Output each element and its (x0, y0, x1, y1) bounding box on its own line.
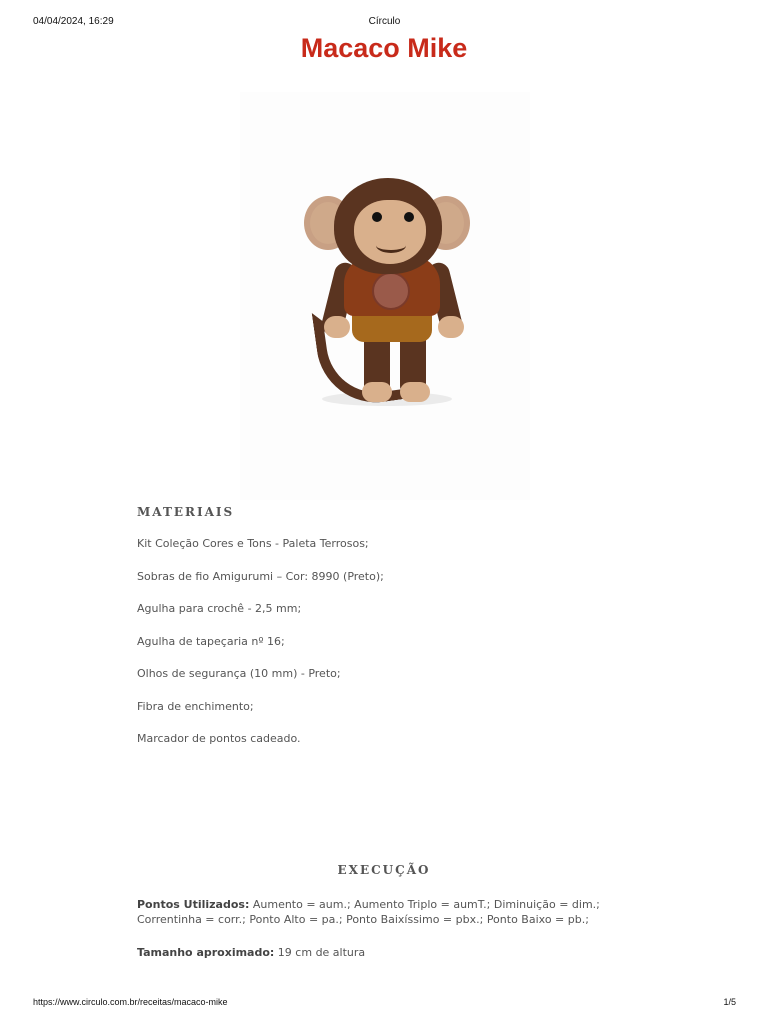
print-date: 04/04/2024, 16:29 (33, 16, 114, 27)
monkey-amigurumi-photo (240, 92, 530, 500)
list-item: Olhos de segurança (10 mm) - Preto; (137, 667, 341, 680)
monkey-left-eye (372, 212, 382, 222)
monkey-left-foot (362, 382, 392, 402)
list-item: Marcador de pontos cadeado. (137, 732, 301, 745)
monkey-mouth (376, 238, 406, 253)
tamanho-text: 19 cm de altura (274, 946, 366, 959)
print-footer (33, 997, 736, 1011)
materials-section (137, 505, 657, 765)
list-item: Agulha para crochê - 2,5 mm; (137, 602, 302, 615)
monkey-shirt-badge (372, 272, 410, 310)
monkey-face (354, 200, 426, 264)
materials-list (137, 537, 657, 765)
monkey-left-hand (324, 316, 350, 338)
monkey-right-foot (400, 382, 430, 402)
list-item: Fibra de enchimento; (137, 699, 254, 713)
tamanho-paragraph (137, 945, 631, 960)
list-item: Sobras de fio Amigurumi – Cor: 8990 (Preto); (137, 569, 384, 583)
list-item: Agulha de tapeçaria nº 16; (137, 634, 285, 648)
monkey-right-hand (438, 316, 464, 338)
pontos-label: Pontos Utilizados: (137, 898, 250, 911)
print-site-name: Círculo (368, 16, 401, 27)
materials-heading: MATERIAIS (137, 505, 235, 519)
list-item: Kit Coleção Cores e Tons - Paleta Terrosos; (137, 537, 369, 550)
execucao-heading: EXECUÇÃO (337, 863, 431, 877)
page-title: Macaco Mike (300, 33, 468, 63)
tamanho-label: Tamanho aproximado: (137, 946, 275, 959)
pontos-text: Aumento = aum.; Aumento Triplo = aumT.; Diminuição = dim.; Correntinha = corr.; Ponto Alto = pa.; Ponto Baixíssimo = pbx.; Ponto Baixo = pb.; (137, 898, 600, 926)
pontos-paragraph (137, 897, 631, 927)
monkey-right-eye (404, 212, 414, 222)
print-header (33, 16, 736, 30)
page-number: 1/5 (723, 997, 736, 1007)
execucao-section (137, 863, 631, 978)
print-url: https://www.circulo.com.br/receitas/macaco-mike (33, 997, 228, 1007)
